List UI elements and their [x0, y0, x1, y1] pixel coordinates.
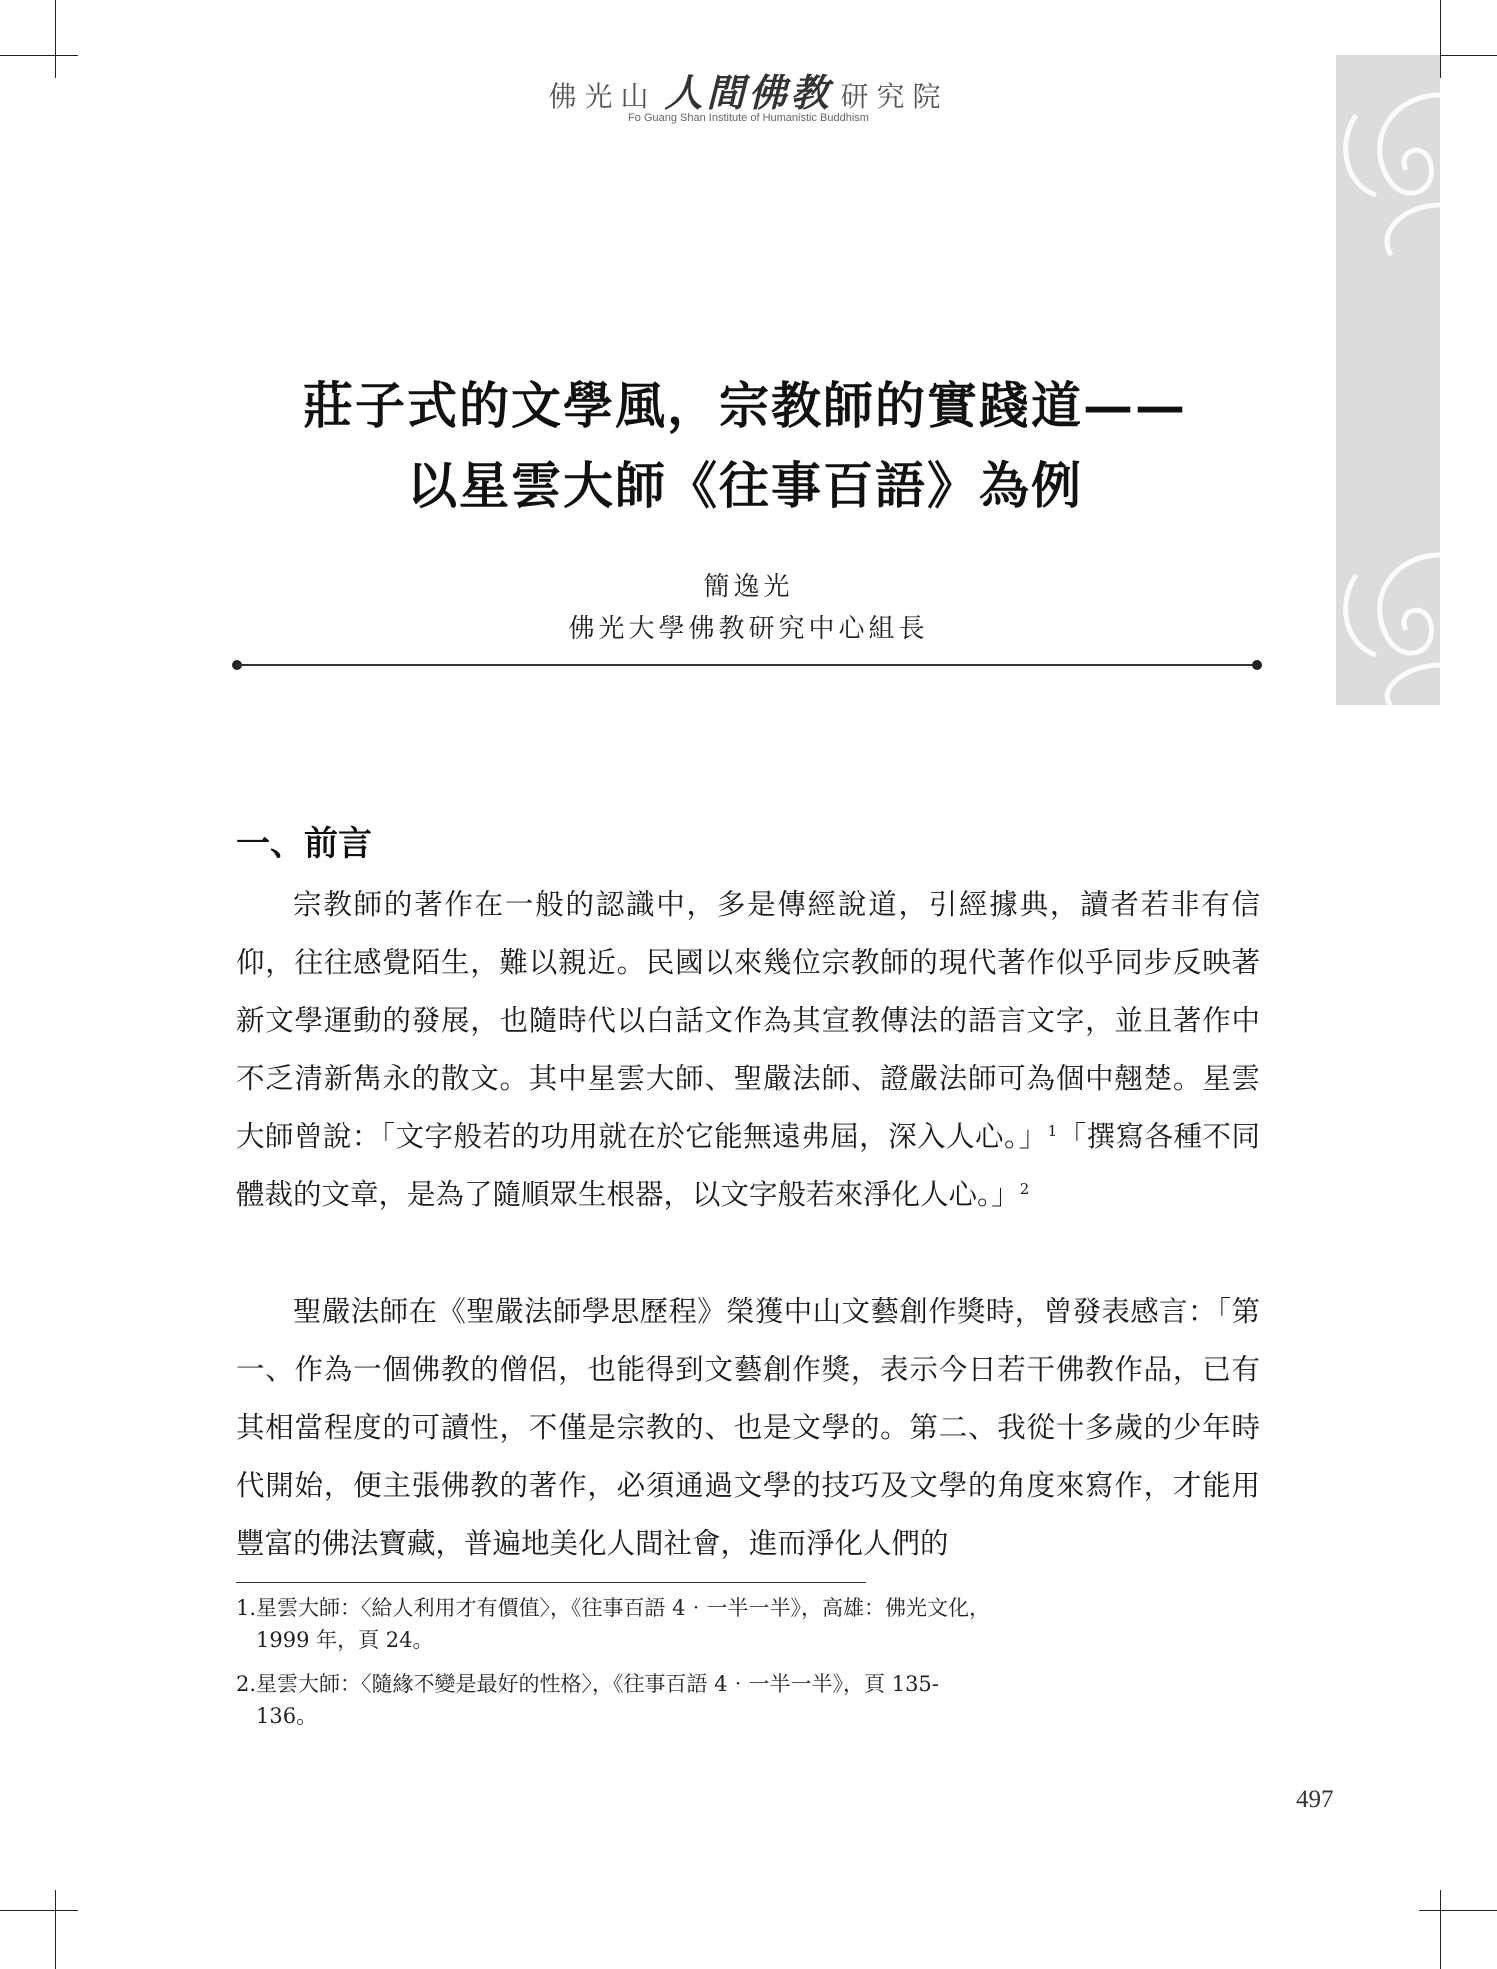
author-affiliation: 佛光大學佛教研究中心組長 — [568, 614, 929, 644]
footnote-2-line1: 星雲大師：〈隨緣不變是最好的性格〉，《往事百語 4‧一半一半》，頁 135- — [256, 1672, 939, 1696]
paragraph-1-text: 宗教師的著作在一般的認識中，多是傳經說道，引經據典，讀者若非有信仰，往往感覺陌生，難以親近。民國以來幾位宗教師的現代著作似乎同步反映著新文學運動的發展，也隨時代以白話文作為其宣教傳法的語言文字，並且著作中不乏清新雋永的散文。其中星雲大師、聖嚴法師、證嚴法師可為個中翹楚。星雲大師曾說：「文字般若的功用就在於它能無遠弗屆，深入人心。」 — [236, 888, 1260, 1153]
author-name: 簡逸光 — [703, 572, 794, 602]
header-brand-suffix: 研究院 — [840, 80, 949, 113]
crop-mark-tl-h — [0, 55, 78, 56]
footnote-2-line2: 136。 — [256, 1704, 318, 1728]
article-title-line1: 莊子式的文學風，宗教師的實踐道—— — [303, 376, 1187, 435]
footnote-1-line1: 星雲大師：〈給人利用才有價值〉，《往事百語 4‧一半一半》，高雄：佛光文化， — [256, 1596, 991, 1620]
footnote-2-number: 2. — [236, 1672, 257, 1696]
footnote-separator — [236, 1582, 866, 1583]
paragraph-2: 聖嚴法師在《聖嚴法師學思歷程》榮獲中山文藝創作獎時，曾發表感言：「第一、作為一個佛教的僧侶，也能得到文藝創作獎，表示今日若干佛教作品，已有其相當程度的可讀性，不僅是宗教的、也是文學的。第二、我從十多歲的少年時代開始，便主張佛教的著作，必須通過文學的技巧及文學的角度來寫作，才能用豐富的佛法寶藏，普遍地美化人間社會，進而淨化人們的 — [236, 1295, 1260, 1560]
crop-mark-bl-v — [55, 1890, 56, 1969]
section-heading: 一、前言 — [236, 824, 372, 864]
header-brand-prefix: 佛光山 — [548, 80, 657, 113]
footnote-1-line2: 1999 年，頁 24。 — [256, 1628, 434, 1652]
footnote-ref-1[interactable]: 1 — [1047, 1122, 1058, 1140]
crop-mark-br-h — [1419, 1910, 1497, 1911]
footnote-ref-2[interactable]: 2 — [1019, 1180, 1030, 1198]
divider-right-dot — [1252, 660, 1262, 670]
paragraph-1-text-cont: 「撰寫各種不同體裁的文章，是為了隨順眾生根器，以文字般若來淨化人心。」 — [236, 1120, 1260, 1211]
footnote-1-number: 1. — [236, 1596, 257, 1620]
title-divider — [236, 664, 1256, 666]
footnote-2 — [236, 1668, 1260, 1732]
paragraph-1 — [236, 876, 1260, 1224]
crop-mark-br-v — [1440, 1890, 1441, 1969]
page-number: 497 — [1296, 1786, 1334, 1813]
article-title-line2: 以星雲大師《往事百語》為例 — [407, 456, 1083, 515]
header-brand-script: 人間佛教 — [664, 70, 833, 115]
footnote-1 — [236, 1592, 1260, 1656]
running-header — [0, 62, 1497, 117]
crop-mark-bl-h — [0, 1910, 78, 1911]
header-brand-english: Fo Guang Shan Institute of Humanistic Buddhism — [628, 112, 869, 124]
